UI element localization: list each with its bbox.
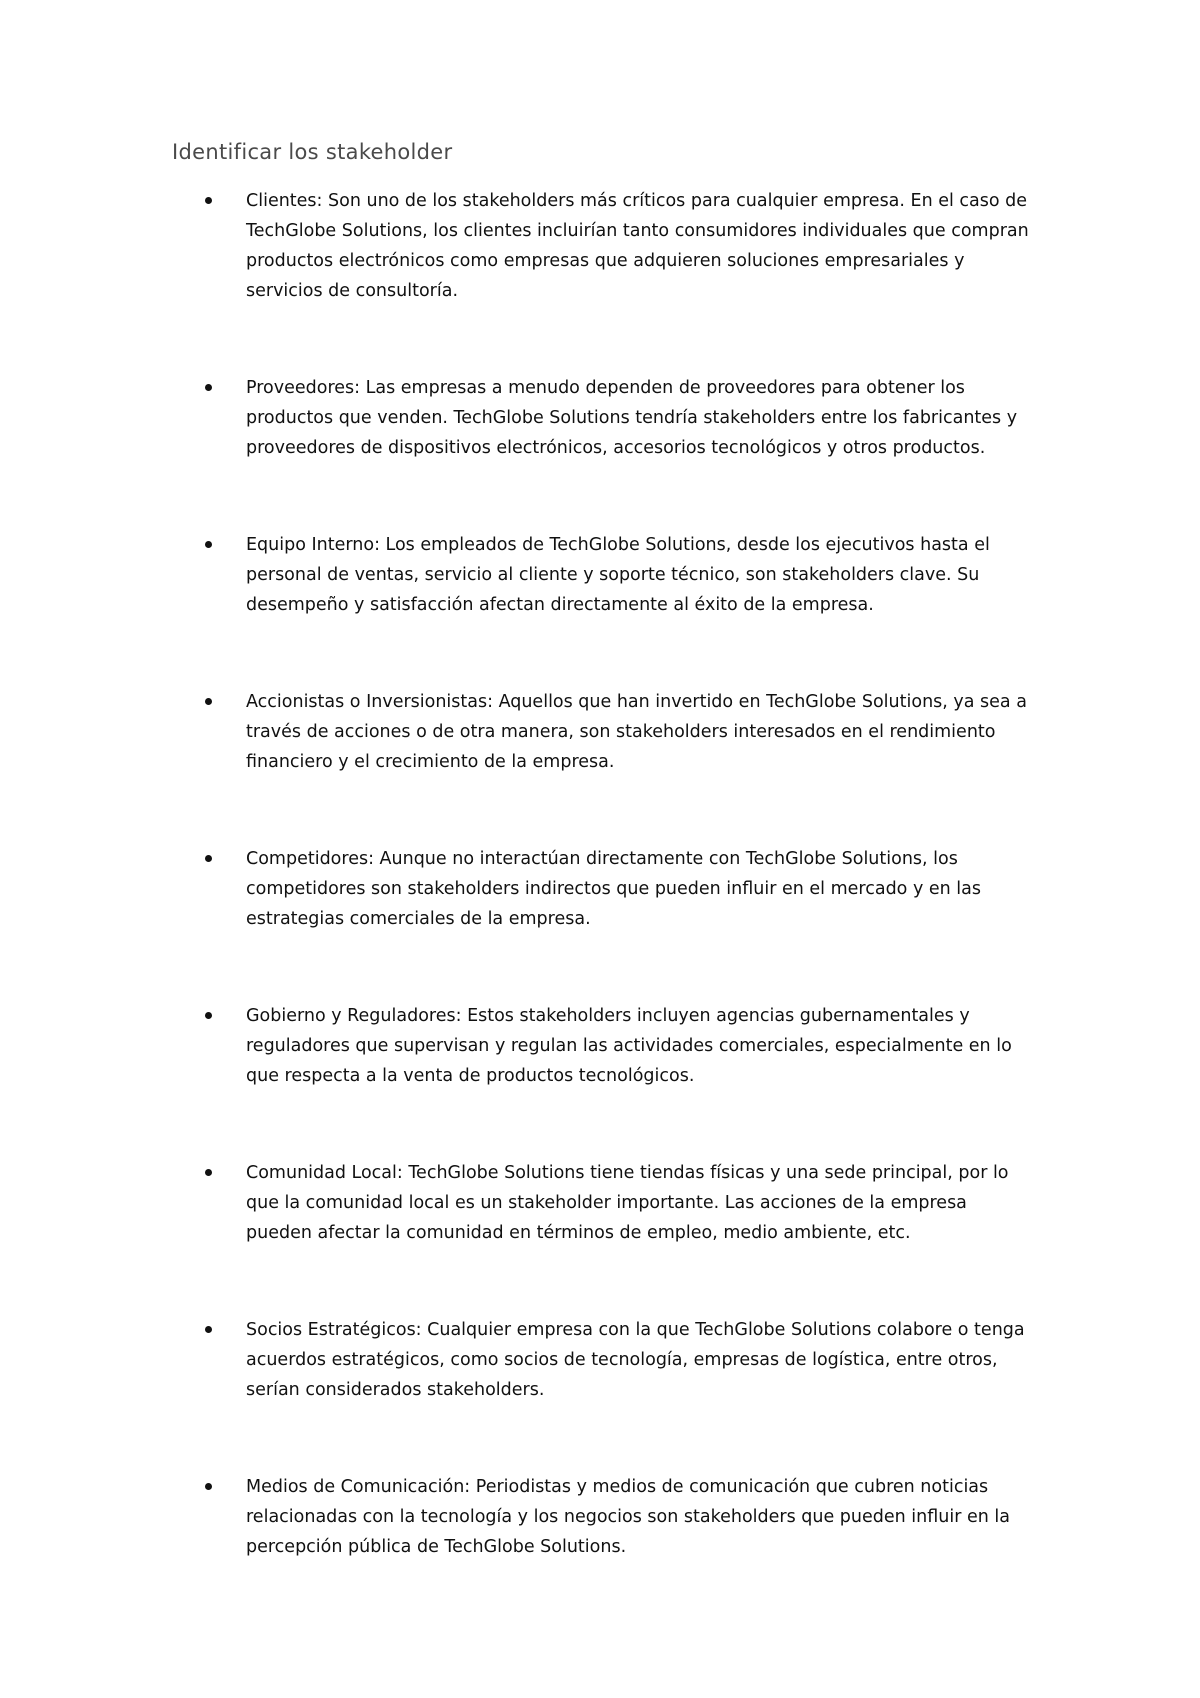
bullet-icon [205, 197, 212, 204]
list-item-text: Clientes: Son uno de los stakeholders más críticos para cualquier empresa. En el caso de TechGlobe Solutions, los clientes incluirían tanto consumidores individuales que compran productos electrónicos como empresas que adquieren soluciones empresariales y servicios de consultoría. [246, 191, 1029, 301]
bullet-icon [205, 541, 212, 548]
list-item-text: Comunidad Local: TechGlobe Solutions tiene tiendas físicas y una sede principal, por lo que la comunidad local es un stakeholder importante. Las acciones de la empresa pueden afectar la comunidad en términos de empleo, medio ambiente, etc. [246, 1163, 1009, 1243]
list-item [205, 1472, 1035, 1562]
list-item-text: Gobierno y Reguladores: Estos stakeholders incluyen agencias gubernamentales y reguladores que supervisan y regulan las actividades comerciales, especialmente en lo que respecta a la venta de productos tecnológicos. [246, 1006, 1012, 1086]
bullet-icon [205, 1483, 212, 1490]
list-item-text: Competidores: Aunque no interactúan directamente con TechGlobe Solutions, los competidores son stakeholders indirectos que pueden influir en el mercado y en las estrategias comerciales de la empresa. [246, 849, 981, 929]
list-item-text: Medios de Comunicación: Periodistas y medios de comunicación que cubren noticias relacionadas con la tecnología y los negocios son stakeholders que pueden influir en la percepción pública de TechGlobe Solutions. [246, 1477, 1010, 1557]
bullet-icon [205, 384, 212, 391]
list-item [205, 687, 1035, 777]
stakeholder-list [205, 186, 1035, 1629]
bullet-icon [205, 1326, 212, 1333]
section-heading: Identificar los stakeholder [172, 140, 453, 164]
list-item [205, 1315, 1035, 1405]
list-item [205, 1001, 1035, 1091]
list-item [205, 844, 1035, 934]
list-item [205, 1158, 1035, 1248]
bullet-icon [205, 698, 212, 705]
list-item-text: Socios Estratégicos: Cualquier empresa con la que TechGlobe Solutions colabore o tenga acuerdos estratégicos, como socios de tecnología, empresas de logística, entre otros, serían considerados stakeholders. [246, 1320, 1025, 1400]
bullet-icon [205, 1012, 212, 1019]
list-item-text: Proveedores: Las empresas a menudo dependen de proveedores para obtener los productos que venden. TechGlobe Solutions tendría stakeholders entre los fabricantes y proveedores de dispositivos electrónicos, accesorios tecnológicos y otros productos. [246, 378, 1018, 458]
list-item-text: Accionistas o Inversionistas: Aquellos que han invertido en TechGlobe Solutions, ya sea a través de acciones o de otra manera, son stakeholders interesados en el rendimiento financiero y el crecimiento de la empresa. [246, 692, 1027, 772]
list-item [205, 186, 1035, 306]
list-item [205, 373, 1035, 463]
bullet-icon [205, 1169, 212, 1176]
list-item [205, 530, 1035, 620]
bullet-icon [205, 855, 212, 862]
list-item-text: Equipo Interno: Los empleados de TechGlobe Solutions, desde los ejecutivos hasta el personal de ventas, servicio al cliente y soporte técnico, son stakeholders clave. Su desempeño y satisfacción afectan directamente al éxito de la empresa. [246, 535, 990, 615]
